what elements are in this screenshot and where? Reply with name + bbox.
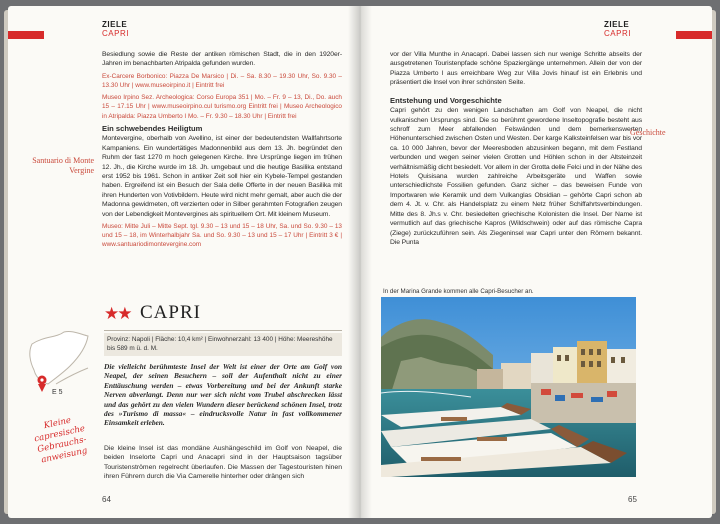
paragraph: Montevergine, oberhalb von Avellino, ist einer der bedeutendsten Wallfahrtsorte Kampaniens. Ein wundertätiges Madonnenbild aus dem 13. Jh. begründet den Ruhm der fast 1270 m hoch gelegenen Kirche. Ihre Ursprünge liegen im frühen 12. Jh., die Kirche wurde im 18. Jh. umgebaut und die heutige Basilika entstand erst 1952 bis 1961. Schon in antiker Zeit soll hier ein Kybele-Tempel gestanden haben. Ergreifend ist ein Besuch der Sala delle Offerte in der neuen Basilika mit ihren Hunderten von Votivbildern. Heute wird nicht mehr gemalt, aber auch die der Madonna gewidmeten, oft verzierten oder in Silber gerahmten Fotografien zeugen von der Lebendigkeit Montevergines als spirituellem Ort. Mit kleinem Museum.	[102, 135, 342, 218]
left-column-top	[102, 50, 342, 253]
paragraph: Capri gehört zu den wenigen Landschaften am Golf von Neapel, die nicht vulkanischen Ursprungs sind. Die so berühmt gewordene Inseltopografie besteht aus schroff zum Meer abfallenden Felswänden und dem bemerkenswerten Höhenunterschied zwischen Osten und Westen. Der karge Kalksteinfelsen war bis vor ca. 10 000 Jahren, bevor der Meeresboden abzusinken begann, mit dem Festland verbunden und wegen seiner vielen Grotten und Höhlen schon in der Altsteinzeit verhältnismäßig dicht besiedelt. Vor allem in der Grotta delle Felci und in der Nähe des Hotels Quisisana wurden zahlreiche Arbeitsgeräte und Waffen sowie unterschiedlichste Fossilien gefunden. Ganz sicher – das beweisen Funde von Importwaren wie Keramik und dem Vulkanglas Obsidian – gehörte Capri schon ab dem 4. Jt. v. Chr. als Handelsplatz zu einem Netz früher Schiffahrtsverbindungen. Mitte des 8. Jh.s v. Chr. besiedelten griechische Kolonisten die Insel. Der Name ist vermutlich auf das griechische Kapros (Wildschwein) oder auf das römische Capra (Ziege) zurückzuführen sein. Als Ziegeninsel war Capri unter den Römern bekannt. Die Punta	[390, 107, 642, 246]
section-heading: Ein schwebendes Heiligtum	[102, 123, 203, 133]
red-tab-marker	[676, 31, 712, 39]
section-heading: Entstehung und Vorgeschichte	[390, 95, 502, 105]
divider	[104, 330, 342, 331]
rating-stars: ★★	[104, 304, 131, 323]
margin-note: Geschichte	[630, 128, 666, 137]
paragraph: Besiedlung sowie die Reste der antiken römischen Stadt, die in den 1920er-Jahren im benachbarten Atripalda gefunden wurden.	[102, 51, 342, 68]
margin-note: Santuario di Monte Vergine	[32, 156, 94, 175]
destination-title: CAPRI	[140, 302, 201, 323]
map-grid-label: E 5	[52, 389, 63, 396]
book-gutter	[348, 6, 372, 518]
photo-caption: In der Marina Grande kommen alle Capri-Besucher an.	[383, 288, 534, 295]
red-tab-marker	[8, 31, 44, 39]
harbor-photo	[381, 297, 636, 477]
section-label: ZIELE	[604, 20, 630, 29]
page-number: 64	[102, 495, 111, 504]
handwritten-note: Kleine capresische Gebrauchs- anweisung	[33, 415, 89, 466]
section-sub: CAPRI	[604, 29, 631, 38]
info-block: Museo Irpino Sez. Archeologica: Corso Europa 351 | Mo. – Fr. 9 – 13, Di., Do. auch 15 – 17.15 Uhr | www.museoirpino.cul turismo.org Eintritt frei | Museo Archeologico in Atripalda: Piazza Umberto I Mo. – Fr. 9.30 – 18.30 Uhr | Eintritt frei	[102, 94, 342, 120]
locator-map-icon	[26, 328, 94, 406]
lead-paragraph: Die vielleicht berühmteste Insel der Welt ist einer der Orte am Golf von Neapel, der seinen Besuchern – soll der Aufenthalt nicht zu einer Enttäuschung werden – etwas Vorbereitung und bei der Ankunft starke Nerven abverlangt. Denn nur wer sich nicht vom Trubel abschrecken lässt und das gehört zu den vielen Wundern dieser berückend schönen Insel, trotz des »Turismo di massa« – eindrucksvolle Natur in fast vollkommener Einsamkeit erleben.	[104, 362, 342, 428]
info-block: Museo: Mitte Juli – Mitte Sept. tgl. 9.30 – 13 und 15 – 18 Uhr, Sa. und So. 9.30 – 13 und 15 – 18, im Winterhalbjahr Sa. und So. 9.30 – 13 und 15 – 17 Uhr | Eintritt 3 € | www.santuariodimontevergine.com	[102, 223, 342, 249]
info-block: Ex-Carcere Borbonico: Piazza De Marsico | Di. – Sa. 8.30 – 19.30 Uhr, So. 9.30 – 13.30 Uhr | www.museoirpino.it | Eintritt frei	[102, 72, 342, 90]
paragraph: vor der Villa Munthe in Anacapri. Dabei lassen sich nur wenige Schritte abseits der ausgetretenen Touristenpfade schöne Spaziergänge unternehmen. Allein der von der Piazza Umberto I aus erreichbare Weg zur Villa Jovis hinauf ist ein Erlebnis und präsentiert die Insel von ihrer schönsten Seite.	[390, 51, 642, 87]
section-label: ZIELE	[102, 20, 128, 29]
paragraph: Die kleine Insel ist das mondäne Aushängeschild im Golf von Neapel, die beiden Inselorte Capri und Anacapri sind in der Hauptsaison tagsüber Touristenströmen regelrecht überlaufen. Die Massen der Tagestouristen hinen ihren Führern durch die Via Camerelle hinterher oder drängen sich	[104, 445, 342, 481]
page-number: 65	[628, 495, 637, 504]
left-page	[8, 6, 360, 518]
info-box: Provinz: Napoli | Fläche: 10,4 km² | Einwohnerzahl: 13 400 | Höhe: Meereshöhe bis 589 m ü. d. M.	[104, 333, 342, 356]
right-column	[390, 50, 642, 250]
section-sub: CAPRI	[102, 29, 129, 38]
